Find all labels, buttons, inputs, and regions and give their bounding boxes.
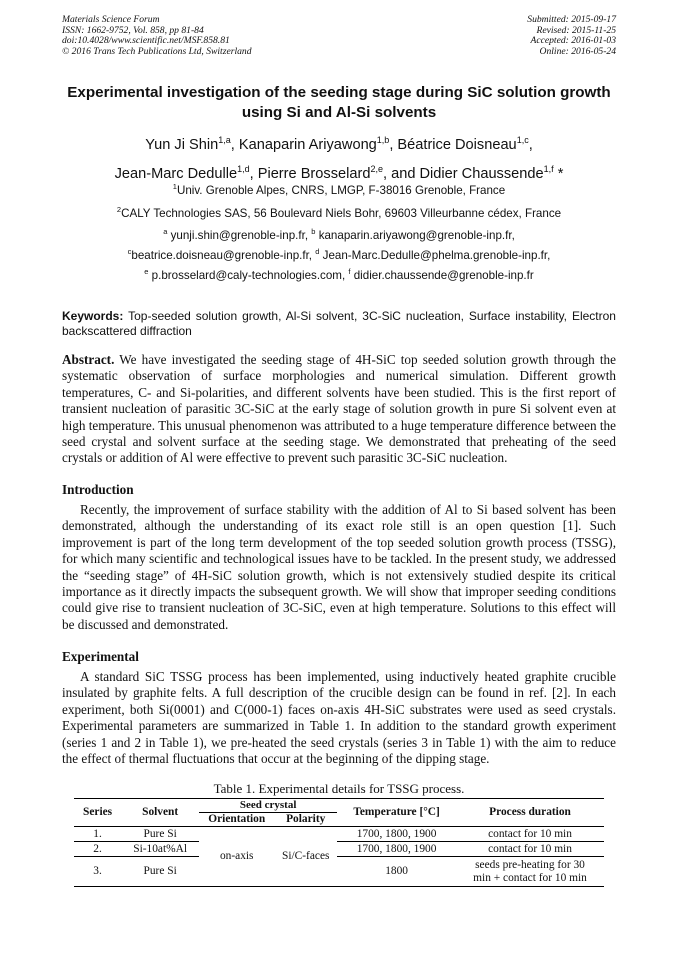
author-separator: , [389, 137, 398, 153]
copyright-line: © 2016 Trans Tech Publications Ltd, Switzerland [62, 45, 252, 57]
email-b[interactable]: kanaparin.ariyawong@grenoble-inp.fr, [318, 229, 515, 242]
affiliation-sup: 1 [172, 182, 177, 191]
cell-solvent: Pure Si [143, 827, 177, 840]
email-d[interactable]: Jean-Marc.Dedulle@phelma.grenoble-inp.fr, [322, 249, 551, 262]
paper-title: Experimental investigation of the seeding stage during SiC solution growth using Si and Al-Si solvents [67, 84, 611, 121]
duration-line: min + contact for 10 min [473, 871, 587, 884]
email-f[interactable]: didier.chaussende@grenoble-inp.fr [353, 269, 534, 282]
abstract-text: We have investigated the seeding stage of 4H-SiC top seeded solution growth through the systematic observation of surface morphologies and numerical simulation. Different growth temperatures, C- and Si-polarities, and different solvents have been studied. This is the first report of transient nucleation of parasitic 3C-SiC at the early stage of solution growth in pure Si solvent even at high temperature. This unusual phenomenon was attributed to a huge temperature difference between the seed crystal and solvent surface at the seeding stage. We demonstrated that preheating of the seed crystals or addition of Al were effective to prevent such parasitic 3C-SiC nucleation. [62, 352, 616, 466]
cell-orientation: on-axis [199, 827, 274, 887]
affiliation-2 [62, 203, 616, 221]
introduction-heading: Introduction [62, 482, 134, 497]
author: Jean-Marc Dedulle [114, 165, 238, 182]
abstract-block [62, 352, 616, 467]
col-polarity: Polarity [274, 813, 337, 827]
col-temperature: Temperature [°C] [337, 799, 456, 827]
table-row [74, 827, 604, 842]
email-line-2 [62, 245, 616, 263]
journal-name: Materials Science Forum [62, 14, 160, 25]
introduction-text: Recently, the improvement of surface stability with the addition of Al to Si based solvent has been demonstrated, although the understanding of its exact role still is an open question [1]. Such improvement is part of the long term development of the top seeded solution growth process (TSSG), for which many scientific and technological issues have to be tackled. In the present study, we addressed the “seeding stage” of 4H-SiC solution growth, which is not extensively studied despite its critical importance as it directly impacts the subsequent growth. We will show that improper seeding conditions could give rise to transient nucleation of 3C-SiC, even at high temperature. Solutions to this effect will be discussed and demonstrated. [62, 502, 616, 632]
submitted-date: Submitted: 2015-09-17 [527, 14, 616, 25]
email-c[interactable]: beatrice.doisneau@grenoble-inp.fr, [131, 249, 313, 262]
cell-temperature: 1700, 1800, 1900 [356, 827, 437, 840]
table-caption: Table 1. Experimental details for TSSG process. [213, 781, 465, 796]
accepted-date: Accepted: 2016-01-03 [530, 35, 616, 47]
cell-duration: contact for 10 min [488, 827, 572, 840]
email-sup: b [311, 227, 316, 236]
email-a[interactable]: yunji.shin@grenoble-inp.fr, [170, 229, 309, 242]
author-separator: , and [382, 165, 420, 182]
author-separator: , [249, 165, 258, 182]
author-sup: 1,a [218, 135, 231, 145]
cell-solvent: Pure Si [143, 865, 177, 877]
col-orientation: Orientation [199, 813, 274, 827]
cell-duration [456, 857, 604, 887]
author-sup: 1,f [543, 163, 554, 174]
experimental-text: A standard SiC TSSG process has been implemented, using inductively heated graphite crucible insulated by graphite felts. A full description of the crucible design can be found in ref. [2]. In each experiment, both Si(0001) and C(000-1) faces on-axis 4H-SiC substrates were used as seed crystals. Experimental parameters are summarized in Table 1. In addition to the standard growth experiment (series 1 and 2 in Table 1), we pre-heated the seed crystals (series 3 in Table 1) with the aim to reduce the effect of thermal fluctuations that occur at the beginning of the dipping stage. [62, 669, 616, 767]
email-sup: c [127, 247, 132, 256]
keywords-label: Keywords: [62, 309, 124, 323]
table-row [74, 857, 604, 887]
email-sup: d [315, 247, 320, 256]
keywords-text: Top-seeded solution growth, Al-Si solvent, 3C-SiC nucleation, Surface instability, Electron backscattered diffraction [62, 309, 616, 338]
cell-series: 3. [93, 865, 102, 877]
cell-solvent: Si-10at%Al [133, 842, 188, 855]
author: Didier Chaussende [419, 165, 544, 182]
col-seed-crystal: Seed crystal [199, 799, 337, 813]
author: Béatrice Doisneau [397, 137, 517, 153]
email-line-1 [62, 225, 616, 243]
table-row [74, 842, 604, 857]
journal-info [62, 15, 252, 57]
cell-polarity: Si/C-faces [274, 827, 337, 887]
author-sup: 1,c [516, 135, 529, 145]
author-separator: , [230, 137, 239, 153]
duration-line: seeds pre-heating for 30 [475, 858, 585, 871]
author: Pierre Brosselard [257, 165, 371, 182]
issn-line: ISSN: 1662-9752, Vol. 858, pp 81-84 [62, 24, 204, 36]
email-sup: a [163, 227, 168, 236]
email-sup: f [348, 267, 351, 276]
affiliation-sup: 2 [116, 205, 122, 214]
col-series: Series [74, 799, 121, 827]
revised-date: Revised: 2015-11-25 [536, 24, 616, 36]
abstract-label: Abstract. [62, 352, 115, 367]
affiliation-text: CALY Technologies SAS, 56 Boulevard Niels Bohr, 69603 Villeurbanne cédex, France [121, 207, 562, 220]
email-line-3 [62, 265, 616, 283]
cell-duration: contact for 10 min [488, 842, 572, 855]
author-list [62, 129, 616, 186]
affiliation-1 [62, 180, 616, 198]
keywords-block [62, 309, 616, 338]
publication-dates [527, 15, 616, 57]
author-sup: 1,d [237, 163, 250, 174]
cell-temperature: 1800 [385, 865, 408, 877]
author-sup: 1,b [376, 135, 390, 145]
online-date: Online: 2016-05-24 [539, 45, 616, 57]
author: Yun Ji Shin [145, 137, 219, 153]
col-duration: Process duration [456, 799, 604, 827]
affiliation-text: Univ. Grenoble Alpes, CNRS, LMGP, F-38016 Grenoble, France [176, 184, 506, 197]
cell-temperature: 1700, 1800, 1900 [356, 842, 437, 855]
cell-series: 2. [93, 842, 102, 855]
author-separator: , [528, 137, 533, 153]
col-solvent: Solvent [121, 799, 199, 827]
experimental-heading: Experimental [62, 649, 139, 664]
cell-series: 1. [93, 827, 102, 840]
author-separator: * [553, 165, 564, 182]
author-sup: 2,e [370, 163, 383, 174]
experiment-table [74, 798, 604, 887]
email-sup: e [144, 267, 149, 276]
doi-line: doi:10.4028/www.scientific.net/MSF.858.81 [62, 35, 230, 47]
email-e[interactable]: p.brosselard@caly-technologies.com, [151, 269, 346, 282]
author: Kanaparin Ariyawong [238, 137, 377, 153]
